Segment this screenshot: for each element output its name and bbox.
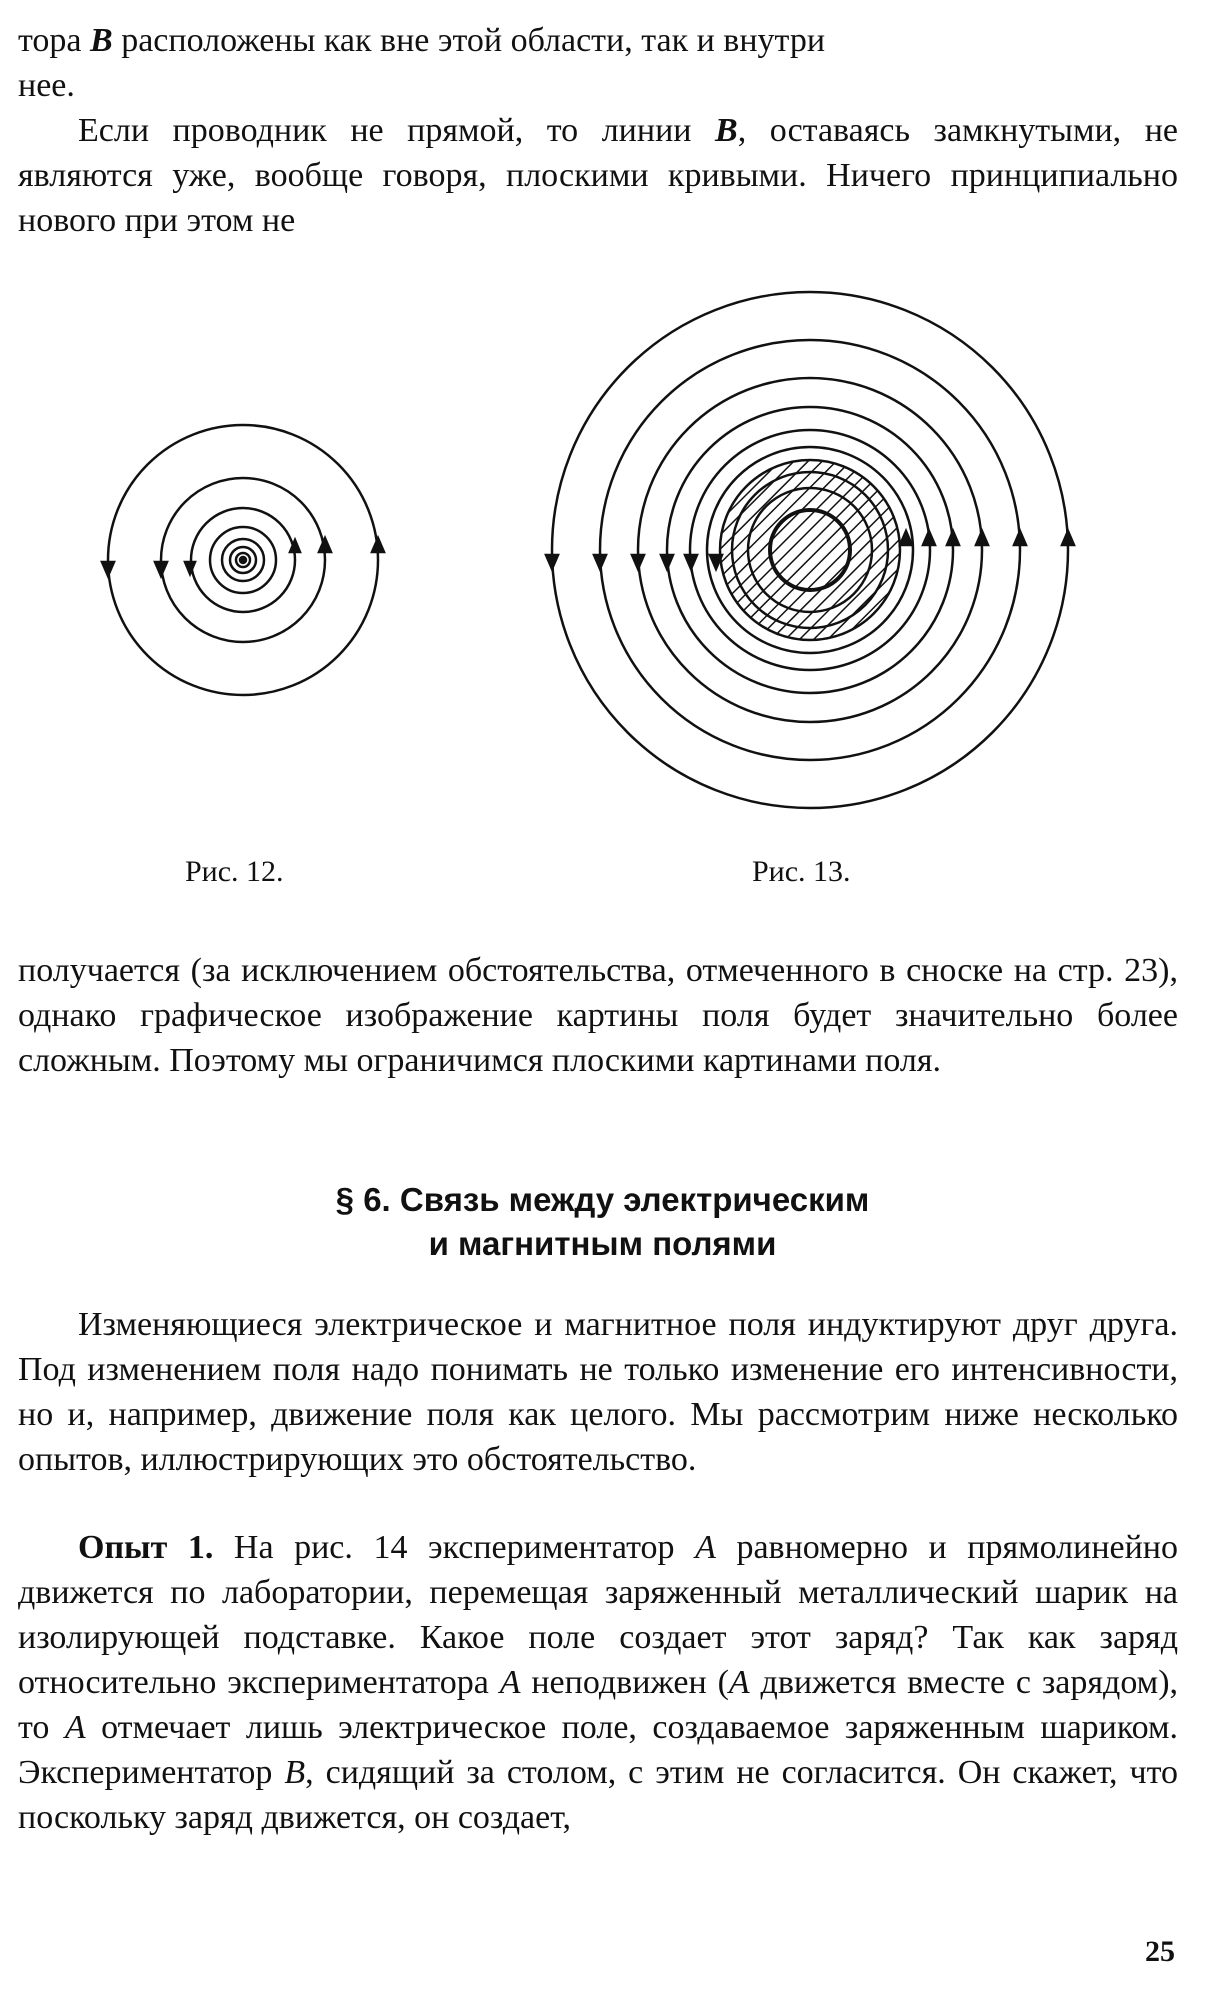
text-run: тора bbox=[18, 22, 82, 59]
text-run: неподвижен ( bbox=[531, 1664, 729, 1701]
arrow-down-icon bbox=[102, 562, 114, 576]
experiment-label: Опыт 1. bbox=[78, 1529, 214, 1566]
figure-12-caption: Рис. 12. bbox=[185, 855, 284, 888]
paragraph-experiment-1 bbox=[18, 1525, 1178, 1840]
figure-13-diagram bbox=[546, 292, 1074, 808]
variable-symbol: A bbox=[728, 1664, 750, 1701]
variable-symbol: B bbox=[284, 1754, 306, 1791]
text-run: Если проводник не прямой, то линии bbox=[78, 112, 692, 149]
arrow-down-icon bbox=[685, 555, 697, 569]
vector-symbol: B bbox=[715, 112, 738, 149]
section-heading bbox=[0, 1178, 1205, 1266]
arrow-up-icon bbox=[976, 531, 988, 545]
variable-symbol: A bbox=[695, 1529, 716, 1566]
variable-symbol: A bbox=[64, 1709, 86, 1746]
paragraph-nonplanar bbox=[18, 108, 1178, 243]
variable-symbol: A bbox=[499, 1664, 521, 1701]
text-run: отмечает лишь электрическое поле, создаваемое заряженным шариком. Экспериментатор bbox=[18, 1709, 1179, 1791]
paragraph-intro bbox=[18, 1302, 1178, 1482]
vector-symbol: B bbox=[90, 22, 113, 59]
arrow-down-icon bbox=[594, 555, 606, 569]
text-run: расположены как вне этой области, так и внутри bbox=[121, 22, 826, 59]
figure-12-diagram bbox=[102, 425, 384, 695]
text-run: равномерно и прямолинейно движется по лаборатории, перемещая заряженный металлический шарик на изолирующей подставке. Какое поле создает этот заряд? Так как заряд относительно экспериментатора bbox=[18, 1529, 1178, 1701]
wire-cross-section bbox=[240, 557, 246, 563]
arrow-up-icon bbox=[1014, 531, 1026, 545]
arrow-up-icon bbox=[372, 538, 384, 552]
arrow-up-icon bbox=[947, 531, 959, 545]
arrow-down-icon bbox=[155, 562, 167, 576]
section-heading-line: и магнитным полями bbox=[428, 1225, 777, 1262]
arrow-up-icon bbox=[900, 531, 912, 545]
paragraph-continuation: получается (за исключением обстоятельства, отмеченного в сноске на стр. 23), однако графическое изображение картины поля будет значительно более сложным. Поэтому мы ограничимся плоскими картинами поля. bbox=[18, 952, 1178, 1079]
arrow-up-icon bbox=[1062, 531, 1074, 545]
section-heading-line: § 6. Связь между электрическим bbox=[335, 1181, 870, 1218]
top-fragment bbox=[18, 18, 1178, 108]
text-run: Изменяющиеся электрическое и магнитное поля индуктируют друг друга. Под изменением поля надо понимать не только изменение его интенсивности, но и, например, движение поля как целого. Мы рассмотрим ниже несколько опытов, иллюстрирующих это обстоятельство. bbox=[18, 1306, 1178, 1478]
figures-12-13 bbox=[0, 250, 1205, 890]
text-run: , сидящий за столом, с этим не согласится. Он скажет, что поскольку заряд движется, он создает, bbox=[18, 1754, 1179, 1836]
text-run: движется вместе с зарядом), то bbox=[18, 1664, 1179, 1746]
figure-13-caption: Рис. 13. bbox=[752, 855, 851, 888]
arrow-up-icon bbox=[319, 538, 331, 552]
arrow-up-icon bbox=[923, 531, 935, 545]
field-lines-figures bbox=[0, 250, 1205, 890]
arrow-down-icon bbox=[632, 555, 644, 569]
text-run: , оставаясь замкнутыми, не являются уже, вообще говоря, плоскими кривыми. Ничего принципиально нового при этом не bbox=[18, 112, 1179, 239]
text-run: нее. bbox=[18, 67, 75, 104]
arrow-down-icon bbox=[710, 555, 722, 569]
arrow-down-icon bbox=[546, 555, 558, 569]
text-run: На рис. 14 экспериментатор bbox=[233, 1529, 675, 1566]
arrow-down-icon bbox=[661, 555, 673, 569]
page-number: 25 bbox=[1145, 1935, 1175, 1968]
